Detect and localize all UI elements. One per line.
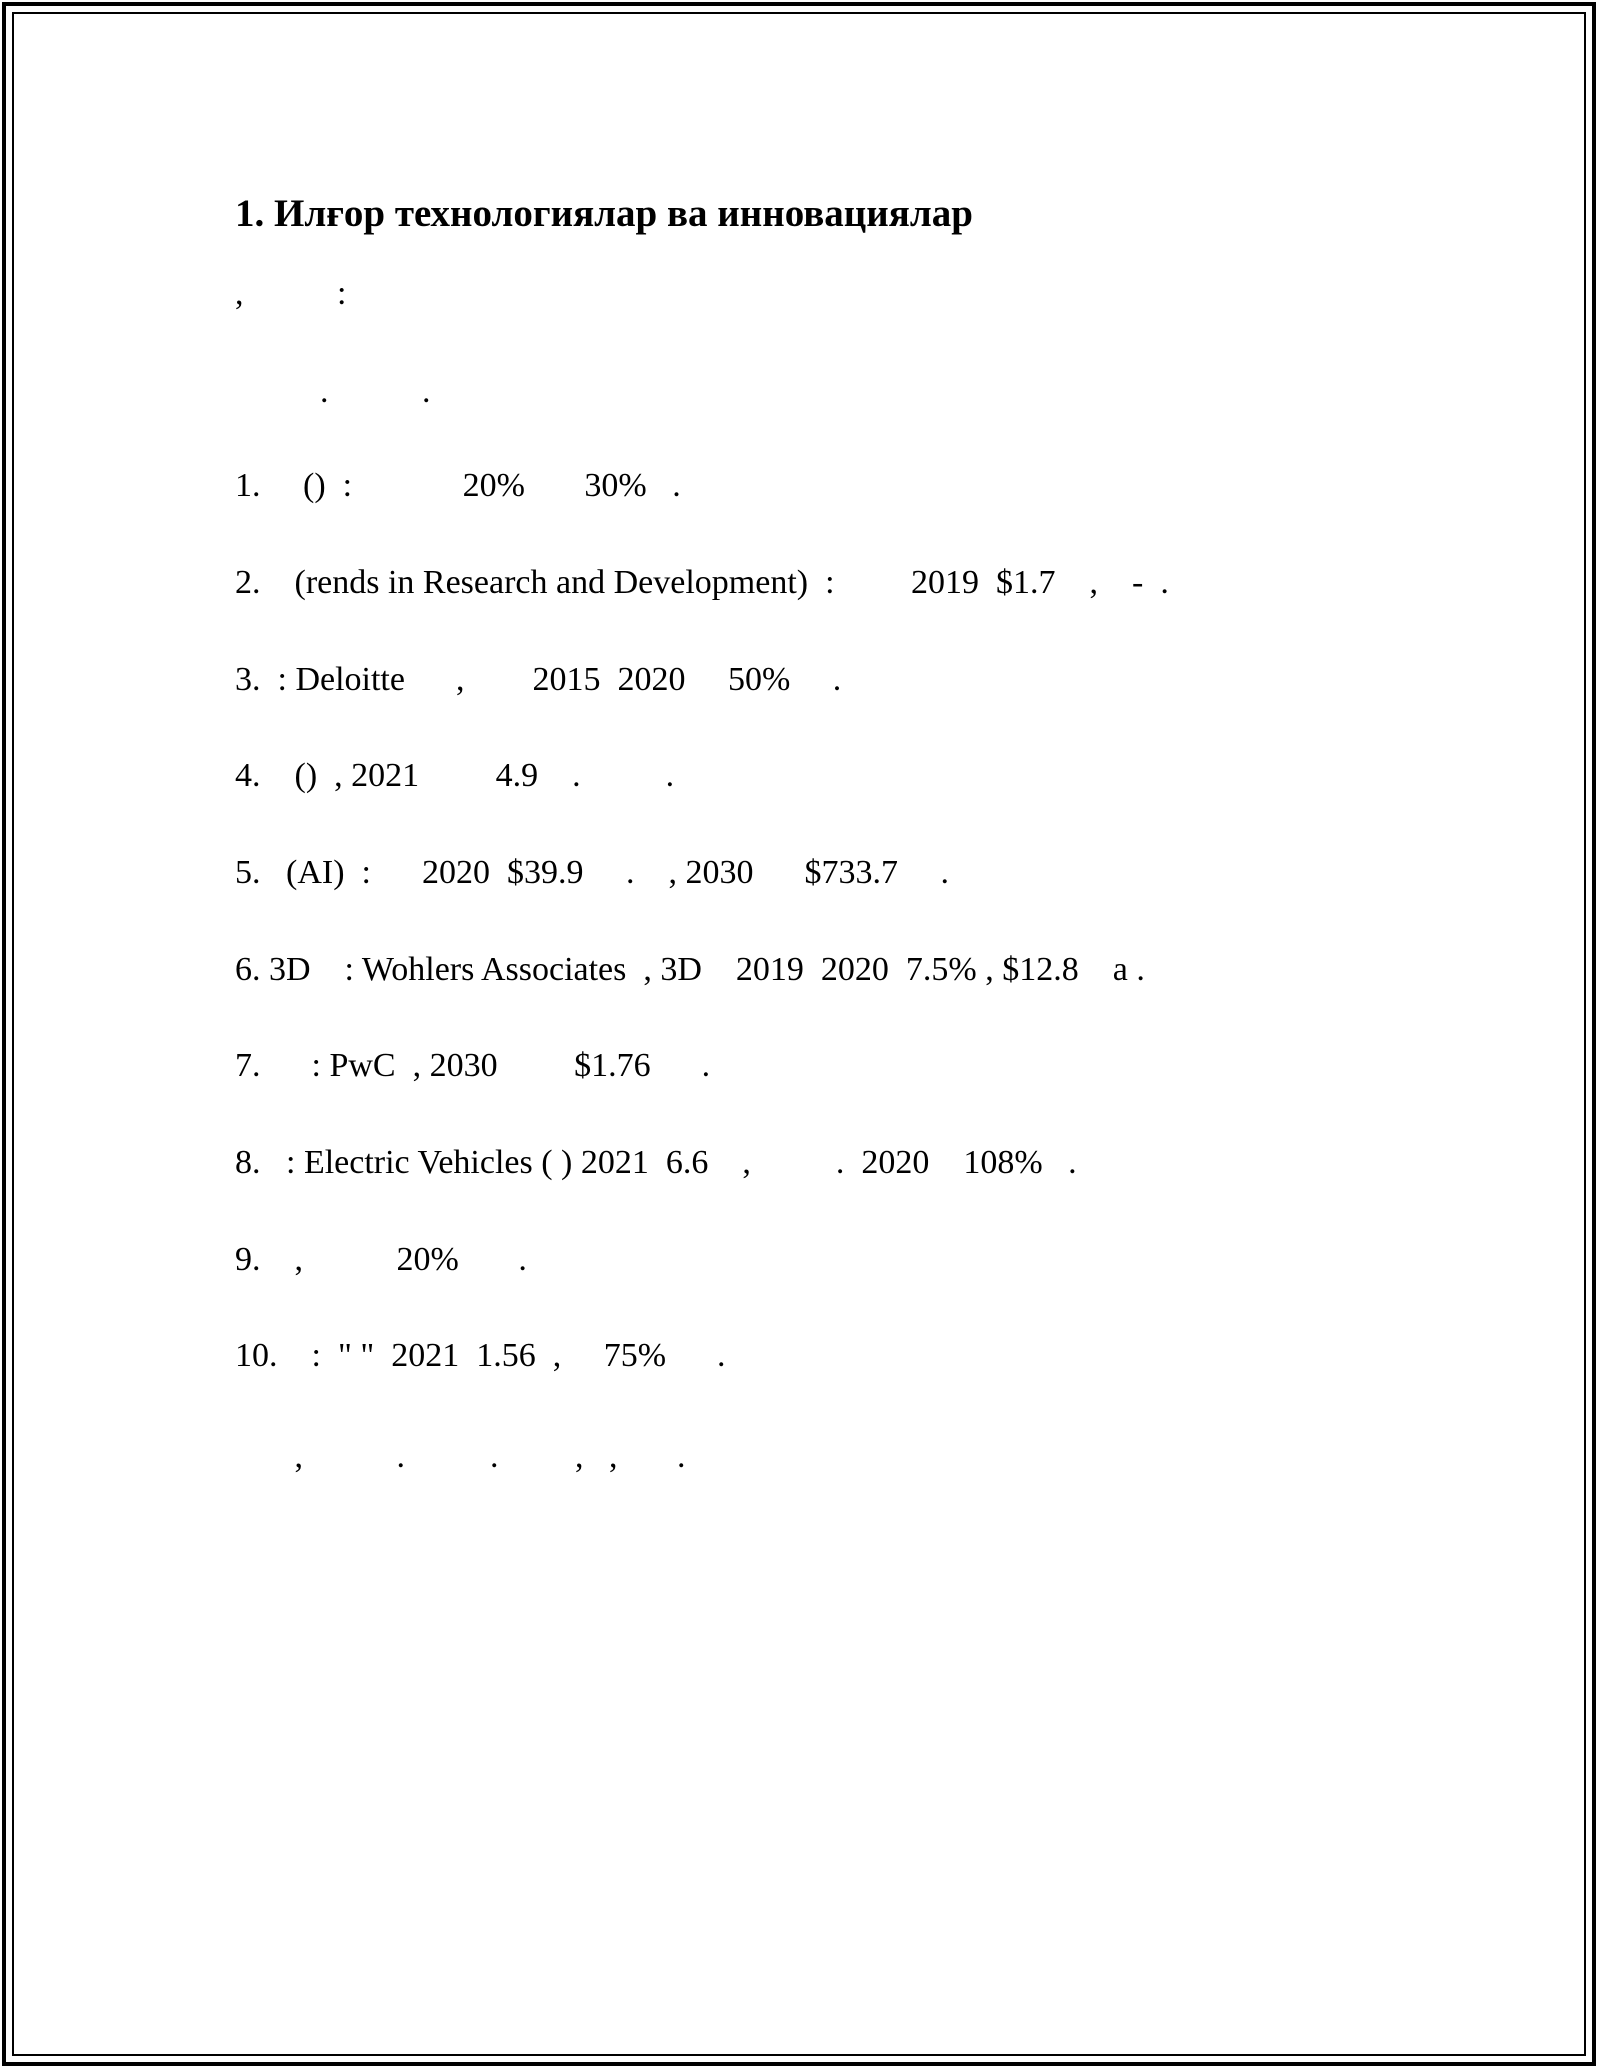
list-item-7: 7. : PwC , 2030 $1.76 .	[235, 1047, 711, 1084]
list-item-8: 8. : Electric Vehicles ( ) 2021 6.6 , . 2020 108% .	[235, 1144, 1077, 1181]
list-item-3: 3. : Deloitte , 2015 2020 50% .	[235, 661, 842, 698]
list-item-6: 6. 3D : Wohlers Associates , 3D 2019 2020 7.5% , $12.8 a .	[235, 951, 1145, 988]
intro-paragraph: , :	[235, 275, 347, 312]
list-item-2: 2. (rends in Research and Development) : 2019 $1.7 , - .	[235, 564, 1169, 601]
page-border-inner	[12, 12, 1586, 2056]
list-item-9: 9. , 20% .	[235, 1241, 527, 1278]
list-item-1: 1. () : 20% 30% .	[235, 467, 681, 504]
section-heading: 1. Илғор технологиялар ва инновациялар	[235, 192, 973, 235]
list-item-5: 5. (AI) : 2020 $39.9 . , 2030 $733.7 .	[235, 854, 949, 891]
list-item-10: 10. : " " 2021 1.56 , 75% .	[235, 1337, 726, 1374]
intro-paragraph-2: . .	[235, 373, 431, 410]
closing-paragraph: , . . , , .	[235, 1438, 686, 1475]
list-item-4: 4. () , 2021 4.9 . .	[235, 757, 675, 794]
